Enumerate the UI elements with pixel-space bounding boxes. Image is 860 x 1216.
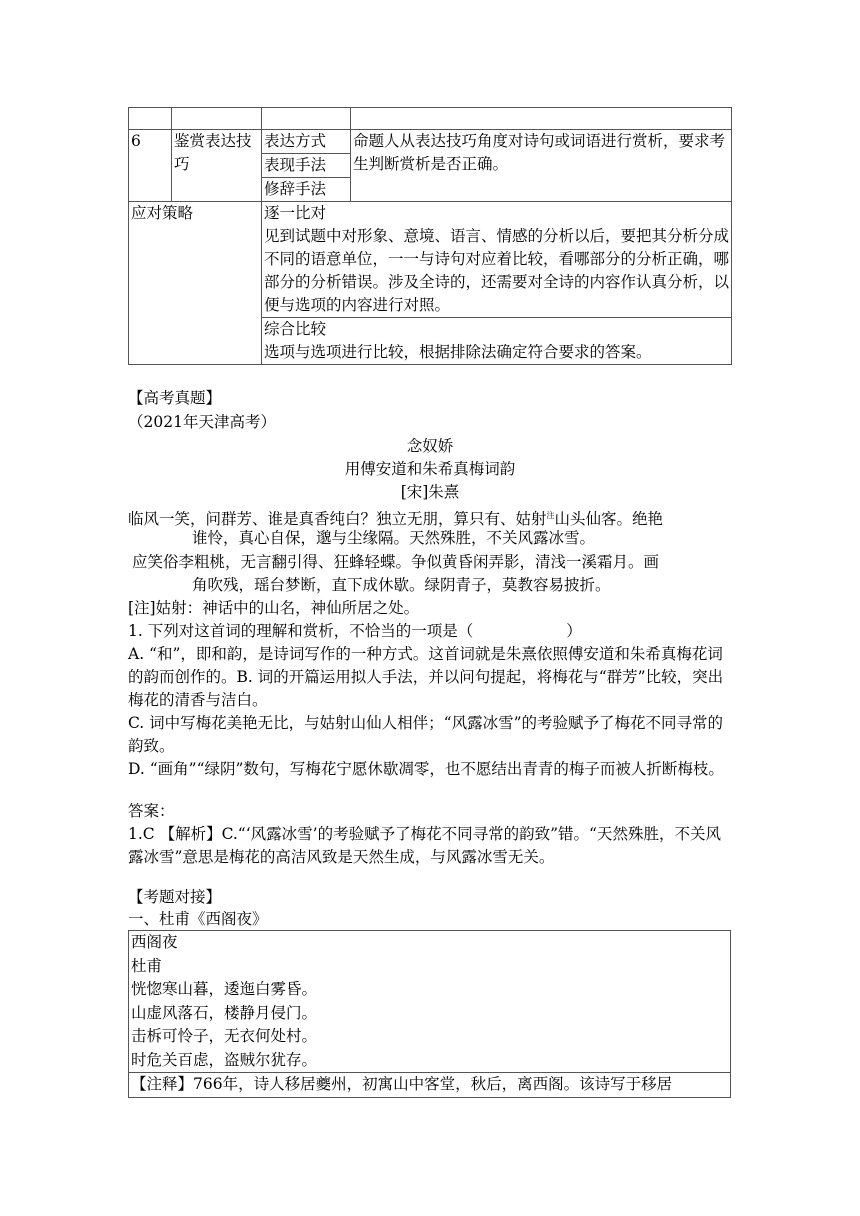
table-row-empty	[129, 108, 732, 130]
answer-text: 1.C 【解析】C.“‘风露冰雪’的考验赋予了梅花不同寻常的韵致”错。“天然殊胜，不关风露冰雪”意思是梅花的高洁风致是天然生成，与风露冰雪无关。	[128, 825, 721, 866]
technique-item: 表现手法	[262, 154, 350, 178]
strategy-table	[128, 107, 732, 365]
row-number: 6	[129, 130, 172, 202]
technique-item: 修辞手法	[264, 180, 327, 198]
strategy-title: 综合比较	[264, 320, 327, 338]
strategy-title: 逐一比对	[264, 204, 327, 222]
poem-box	[128, 930, 731, 1098]
category-cell: 鉴赏表达技巧	[172, 130, 262, 202]
answer-label: 答案：	[128, 802, 175, 820]
description-cell: 命题人从表达技巧角度对诗句或词语进行赏析，要求考生判断赏析是否正确。	[351, 130, 732, 202]
table-row-strategy-1	[129, 202, 732, 318]
section-heading: 【高考真题】	[128, 389, 222, 407]
poem-box-line: 恍惚寒山暮，逶迤白雾昏。	[131, 980, 318, 998]
poem-box-note: 【注释】766年，诗人移居夔州，初寓山中客堂，秋后，离西阁。该诗写于移居	[129, 1072, 730, 1097]
question-stem: 1. 下列对这首词的理解和赏析，不恰当的一项是（ ）	[128, 622, 582, 640]
poem-text: 山头仙客。绝艳	[554, 510, 664, 529]
poem-line: 谁怜，真心自保，邈与尘缘隔。天然殊胜，不关风露冰雪。	[192, 529, 596, 547]
option-c: C. 词中写梅花美艳无比，与姑射山仙人相伴；“风露冰雪”的考验赋予了梅花不同寻常的韵致。	[128, 714, 724, 755]
option-d: D. “画角”“绿阴”数句，写梅花宁愿休歇凋零，也不愿结出青青的梅子而被人折断梅枝。	[128, 760, 724, 778]
poem-box-author: 杜甫	[131, 956, 163, 975]
poem-box-line: 时危关百虑，盗贼尔犹存。	[131, 1050, 318, 1069]
strategy-body: 选项与选项进行比较，根据排除法确定符合要求的答案。	[264, 343, 652, 361]
table-row-6	[129, 130, 732, 202]
poem-box-line: 山虚风落石，楼静月侵门。	[131, 1003, 318, 1022]
exam-source: （2021年天津高考）	[128, 413, 276, 431]
poem-text: 临风一笑，问群芳、谁是真香纯白？独立无朋，算只有、姑射	[128, 510, 547, 529]
strategy-label: 应对策略	[129, 202, 262, 365]
poem-box-line: 击柝可怜子，无衣何处村。	[131, 1027, 318, 1045]
section-heading: 【考题对接】	[128, 888, 222, 906]
poem-author: [宋]朱熹	[400, 483, 460, 501]
poem-title: 念奴娇	[406, 437, 454, 455]
annotation: [注]姑射：神话中的山名，神仙所居之处。	[128, 599, 420, 617]
poem-line: 应笑俗李粗桃，无言翻引得、狂蜂轻蝶。争似黄昏闲弄影，清浅一溪霜月。画	[132, 553, 660, 571]
footnote-mark: 注	[546, 511, 555, 520]
technique-item: 表达方式	[262, 130, 350, 154]
section-subheading: 一、杜甫《西阁夜》	[128, 910, 268, 928]
strategy-compare-one	[262, 202, 732, 318]
poem-box-title: 西阁夜	[131, 933, 178, 951]
poem-line: 角吹残，瑶台梦断，直下成休歇。绿阴青子，莫教容易披折。	[192, 576, 611, 594]
strategy-body: 见到试题中对形象、意境、语言、情感的分析以后，要把其分析分成不同的语意单位，一一与诗句对应着比较，看哪部分的分析正确，哪部分的分析错误。涉及全诗的，还需要对全诗的内容作认真分析，以便与选项的内容进行对照。	[264, 227, 730, 314]
strategy-compare-all	[262, 318, 732, 365]
option-a-b: A. “和”，即和韵，是诗词写作的一种方式。这首词就是朱熹依照傅安道和朱希真梅花词的韵而创作的。B. 词的开篇运用拟人手法，并以问句提起，将梅花与“群芳”比较，突出梅花的清香与洁白。	[128, 645, 724, 709]
technique-list	[262, 130, 351, 202]
poem-subtitle: 用傅安道和朱希真梅词韵	[344, 460, 516, 478]
